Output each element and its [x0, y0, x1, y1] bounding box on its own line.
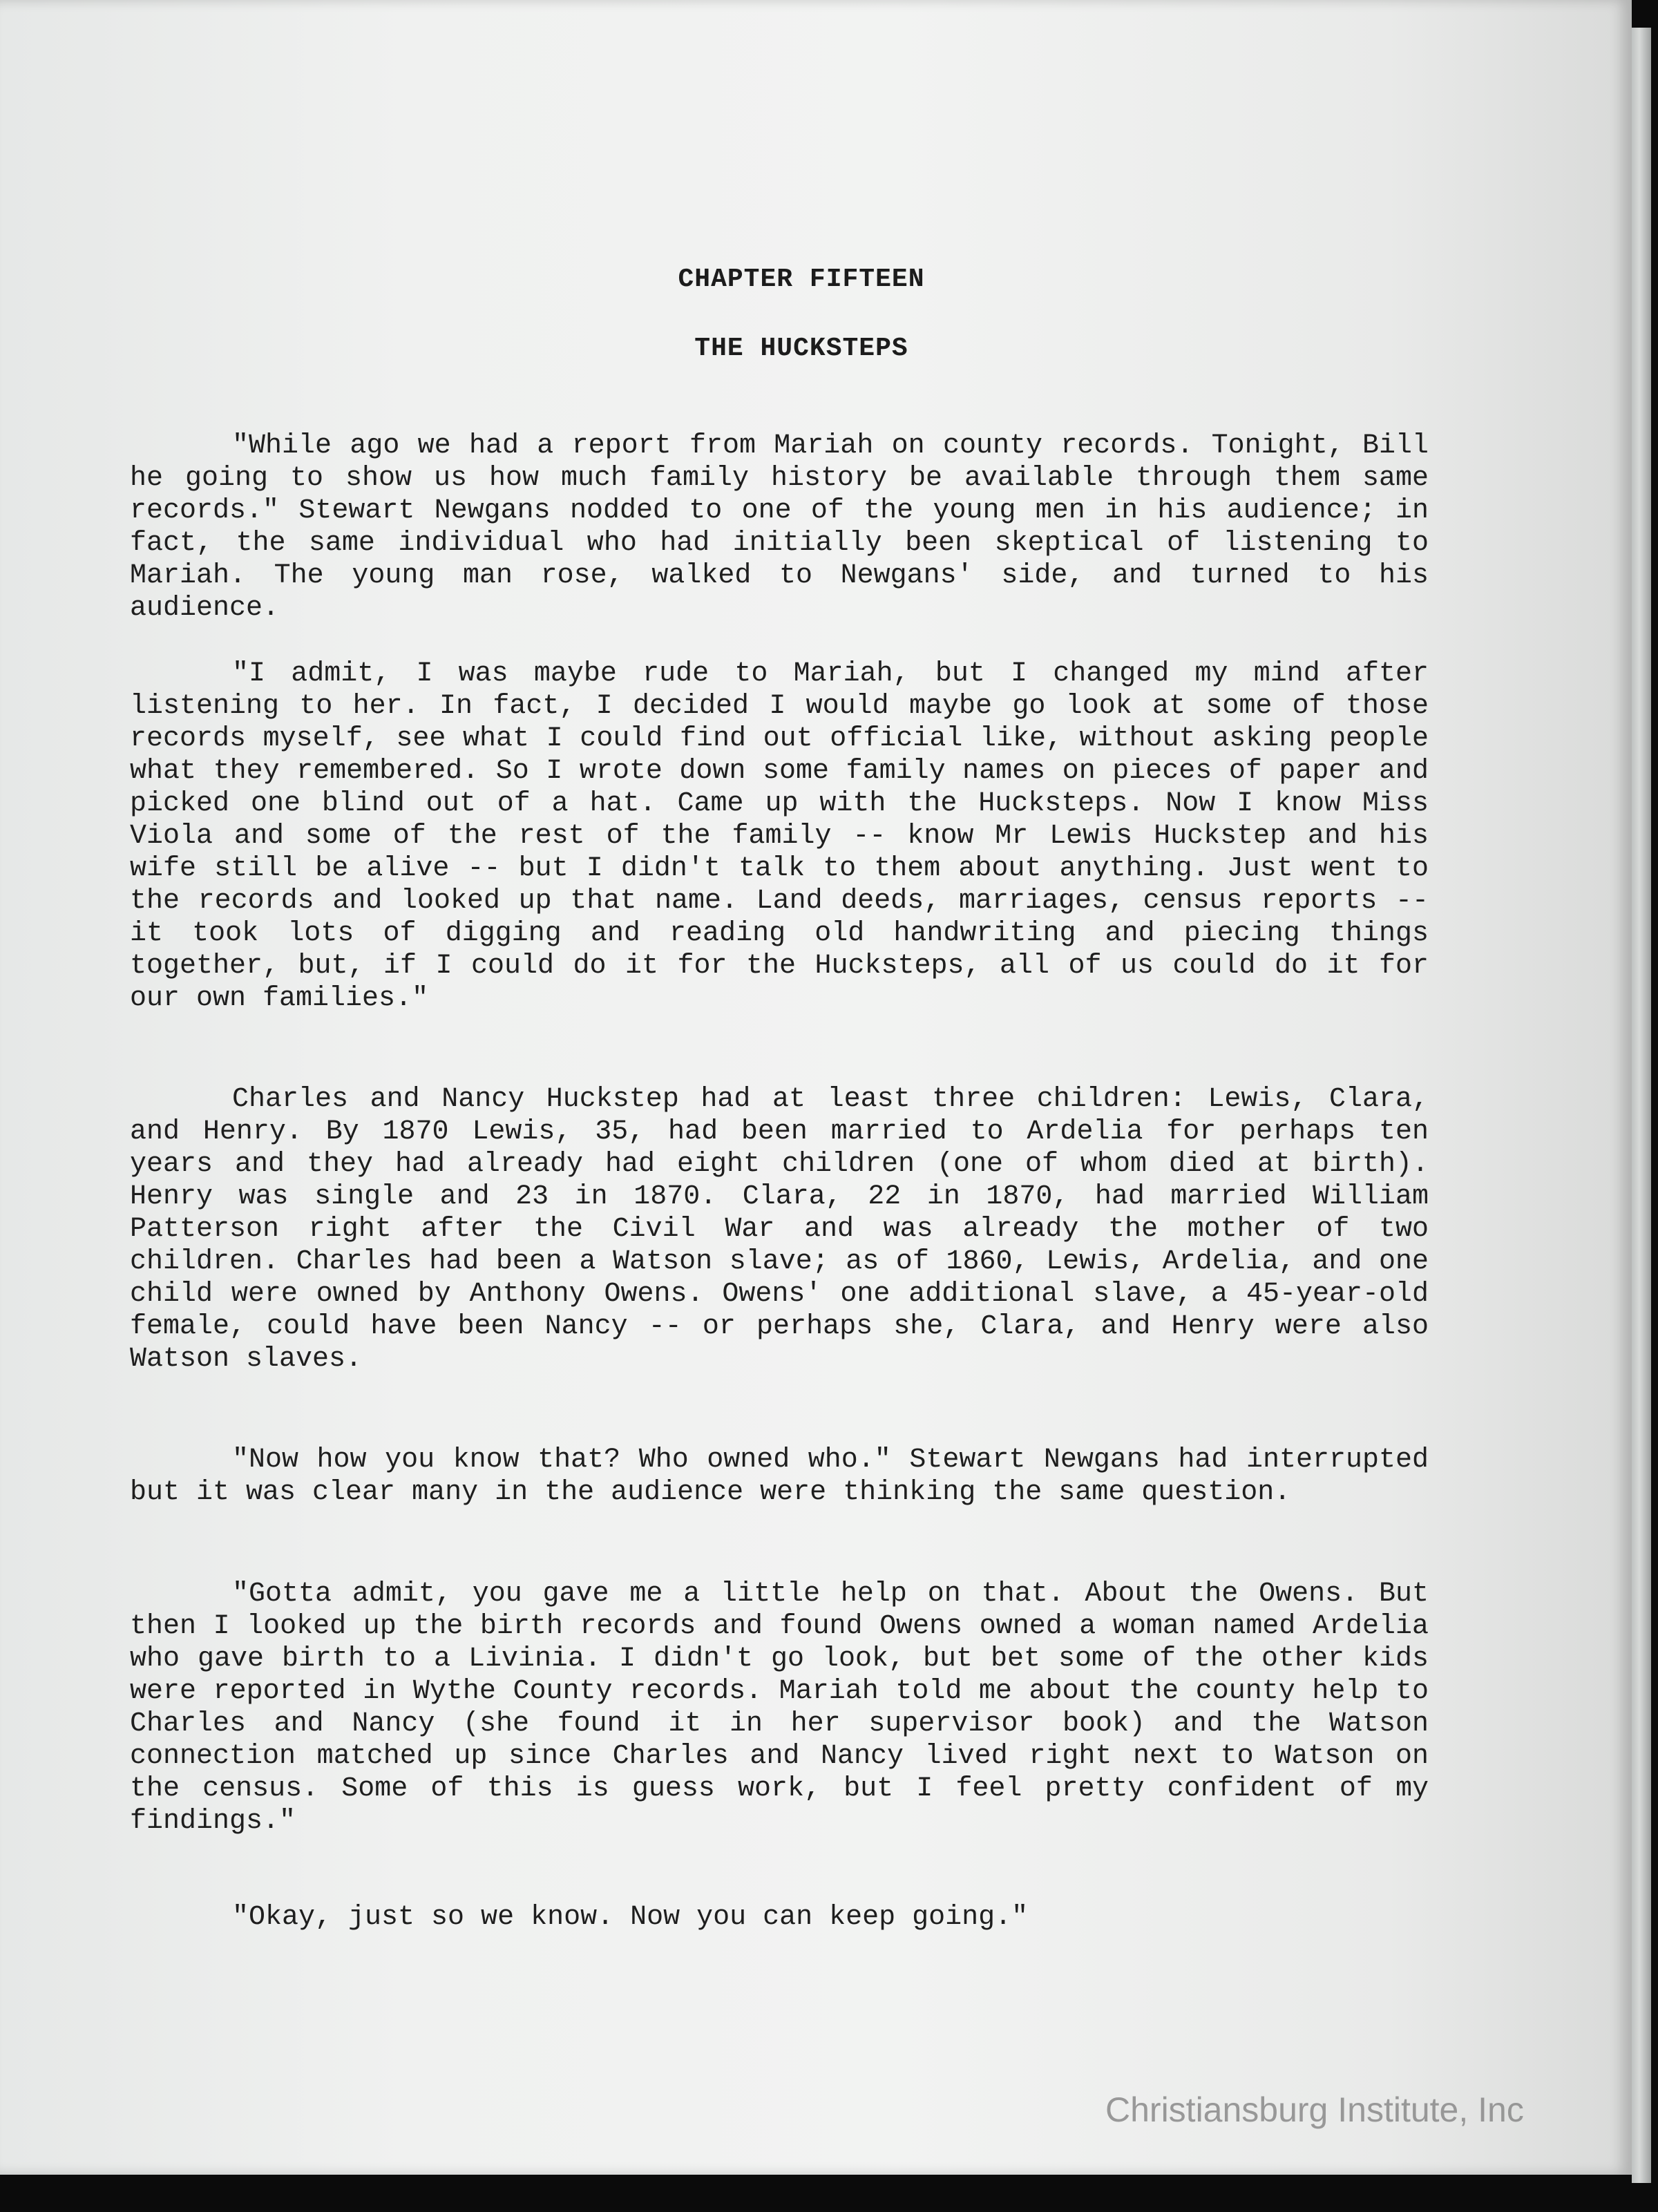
paragraph: Charles and Nancy Huckstep had at least three children: Lewis, Clara, and Henry. By 1870 Lewis, 35, had been married to Ardelia for perhaps ten years and they had already had eight children (one of whom died at birth). Henry was single and 23 in 1870. Clara, 22 in 1870, had married William Patterson right after the Civil War and was already the mother of two children. Charles had been a Watson slave; as of 1860, Lewis, Ardelia, and one child were owned by Anthony Owens. Owens' one additional slave, a 45-year-old female, could have been Nancy -- or perhaps she, Clara, and Henry were also Watson slaves. — [130, 1084, 1429, 1375]
paragraph: "Gotta admit, you gave me a little help on that. About the Owens. But then I looked up the birth records and found Owens owned a woman named Ardelia who gave birth to a Livinia. I didn't go look, but bet some of the other kids were reported in Wythe County records. Mariah told me about the county help to Charles and Nancy (she found it in her supervisor book) and the Watson connection matched up since Charles and Nancy lived right next to Watson on the census. Some of this is guess work, but I feel pretty confident of my findings." — [130, 1579, 1429, 1837]
paragraph: "I admit, I was maybe rude to Mariah, but I changed my mind after listening to her. In fact, I decided I would maybe go look at some of those records myself, see what I could find out official like, without asking people what they remembered. So I wrote down some family names on pieces of paper and picked one blind out of a hat. Came up with the Hucksteps. Now I know Miss Viola and some of the rest of the family -- know Mr Lewis Huckstep and his wife still be alive -- but I didn't talk to them about anything. Just went to the records and looked up that name. Land deeds, marriages, census reports -- it took lots of digging and reading old handwriting and piecing things together, but, if I could do it for the Hucksteps, all of us could do it for our own families." — [130, 658, 1429, 1014]
paragraph: "Now how you know that? Who owned who." Stewart Newgans had interrupted but it was clear many in the audience were thinking the same question. — [130, 1445, 1429, 1508]
watermark: Christiansburg Institute, Inc — [1105, 2090, 1524, 2129]
chapter-number: CHAPTER FIFTEEN — [678, 265, 925, 294]
paragraph: "Okay, just so we know. Now you can keep going." — [232, 1902, 1029, 1933]
page-edge — [1632, 28, 1651, 2183]
chapter-title: THE HUCKSTEPS — [694, 334, 908, 363]
paragraph: "While ago we had a report from Mariah on county records. Tonight, Bill he going to show us how much family history be available through them same records." Stewart Newgans nodded to one of the young men in his audience; in fact, the same individual who had initially been skeptical of listening to Mariah. The young man rose, walked to Newgans' side, and turned to his audience. — [130, 430, 1429, 624]
